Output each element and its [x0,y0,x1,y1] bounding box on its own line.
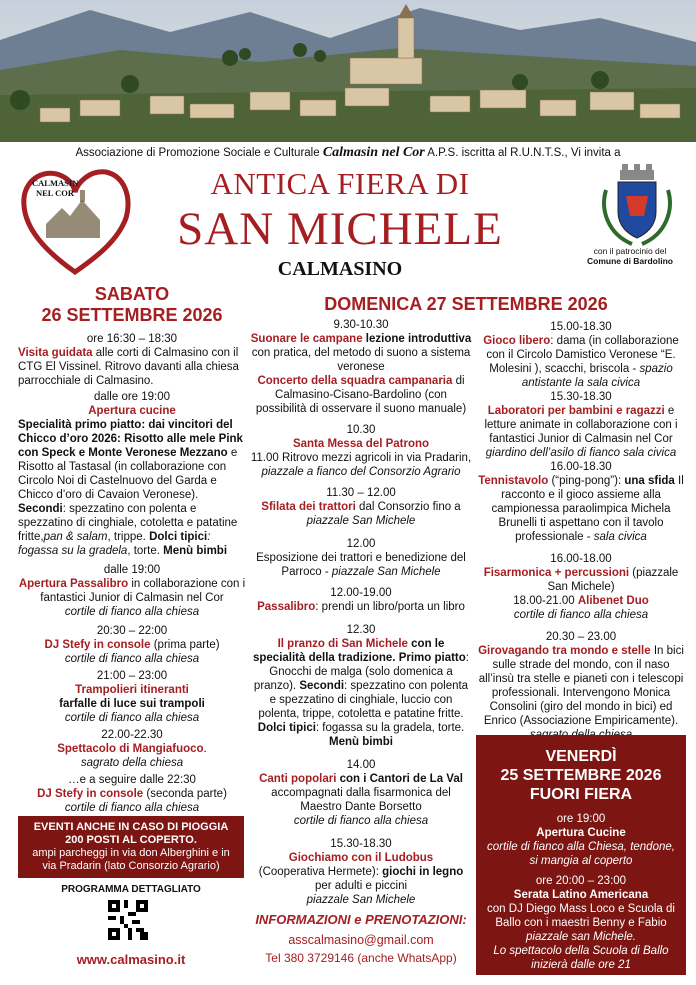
programma-label: PROGRAMMA DETTAGLIATO [61,884,201,895]
village-landscape-image [0,0,696,142]
sun-event-6-title: Passalibro [257,601,316,613]
sat-event-4-text: (prima parte) [150,639,220,651]
sun-event-7-secondi-text: : spezzatino con polenta e spezzatino di cinghiale, luccio con polenta, trippe, cotoletta e patatine fritte. [258,680,469,720]
sun-event-7-menu: Menù bimbi [329,736,393,748]
sun-time-2: 10.30 [346,424,376,436]
sat-event-2-trippe: , trippe. [107,531,150,543]
sat-event-5-title: Trampolieri itineranti [75,684,189,696]
coat-of-arms-icon [596,160,678,250]
logo-text-1: CALMASIN [32,178,79,188]
sun-event-3 [250,451,472,479]
sunr-event-1-title: Gioco libero [483,335,551,347]
sat-event-3-title: Apertura Passalibro [18,578,129,590]
sun-event-8-title: Canti popolari [259,773,337,785]
sun-event-9-title: Giochiamo con il Ludobus [288,852,434,864]
saturday-column [18,284,246,815]
sun-time-5: 12.00-19.00 [330,587,392,599]
sun-event-6-text: : prendi un libro/porta un libro [315,601,465,613]
friday-event-1-title: Apertura Cucine [536,827,626,839]
sat-time-1: ore 16:30 – 18:30 [86,333,178,345]
sun-event-9-text: (Cooperativa Hermete): [258,866,383,878]
sun-event-7-title: Il pranzo di San Michele [277,638,408,650]
sun-event-7-bold: con le specialità della tradizione. Primo piatto [252,638,466,664]
qr-code-icon [108,900,148,940]
friday-event-2-title: Serata Latino Americana [513,889,649,901]
sun-event-2-title: Concerto della squadra campanaria [257,375,453,387]
sunday-date: DOMENICA 27 SETTEMBRE 2026 [324,294,608,314]
patrocinio-text [570,246,690,266]
qr-code[interactable] [108,900,148,940]
sat-event-2-secondi: Secondi [18,503,63,515]
sunr-event-3-location: sala civica [593,531,647,543]
sunr-event-1-text: : dama (in collaborazione con il Circolo Damistico Veronese “E. Molesini ), scacchi, briscola - [486,335,679,375]
sat-event-2-torte: , torte. [127,545,164,557]
sat-event-2-dolci: Dolci tipici [149,531,208,543]
sunr-event-3-text: Il racconto e il gioco assieme alla campionessa paraolimpica Michela Brunelli ti aspettano con il tavolo professionale - [491,475,684,543]
sunr-event-4-title: Fisarmonica + percussioni [483,567,630,579]
sunr-event-4-text: (piazzale San Michele) [547,567,679,593]
calmasin-heart-logo [18,160,133,280]
saturday-date: 26 SETTEMBRE 2026 [41,305,223,325]
sun-event-8-location: cortile di fianco alla chiesa [293,815,429,827]
sun-event-1-title: Suonare le campane [250,333,363,345]
sat-event-5-sub: farfalle di luce sui trampoli [59,698,205,710]
sun-event-1-text: con pratica, del metodo di suono a sistema veronese [251,347,471,373]
sat-event-2-mid: e Risotto al Tastasal (in collaborazione con Circolo Noi di Castelnuovo del Garda e Chicco d’oro di Cavaion Veronese). [18,447,238,501]
sun-time-6: 12.30 [346,624,376,636]
sun-event-8 [250,772,472,814]
sat-event-5-location: cortile di fianco alla chiesa [64,712,200,724]
sunr-event-4 [478,566,684,594]
info-heading: INFORMAZIONI e PRENOTAZIONI: [255,912,467,927]
sun-event-9-location: piazzale San Michele [306,894,416,906]
association-line [0,145,696,161]
sun-event-8-text: accompagnati dalla fisarmonica del Maestro Dante Borsetto [271,787,451,813]
sun-time-3: 11.30 – 12.00 [326,487,396,499]
sat-event-2-dolci-text: : fogassa su la gradela [18,531,211,557]
sun-event-9-bold: giochi in legno [382,866,464,878]
sat-time-5: 21:00 – 23:00 [96,670,168,682]
sat-event-4 [18,638,246,652]
sunr-event-2 [478,404,684,460]
sat-event-7-text: (seconda parte) [143,788,227,800]
friday-event-1-location: cortile di fianco alla Chiesa, tendone, si mangia al coperto [487,841,675,867]
sun-time-4: 12.00 [346,538,376,550]
sat-event-1-title: Visita guidata [18,347,93,359]
sun-event-6 [250,600,472,614]
sun-event-3-location: piazzale a fianco del Consorzio Agrario [261,466,461,478]
subtitle: CALMASINO [277,258,403,280]
friday-event-2-location: piazzale san Michele. [526,931,636,943]
info-email[interactable]: asscalmasino@gmail.com [288,933,434,947]
friday-date: 25 SETTEMBRE 2026 [500,767,662,784]
sun-event-2-text: di Calmasino-Cisano-Bardolino (con possibilità di osservare il suono manuale) [255,375,467,415]
patrocinio-line-1: con il patrocinio del [593,246,667,256]
sat-event-4-location: cortile di fianco alla chiesa [64,653,200,665]
info-phone[interactable]: Tel 380 3729146 (anche WhatsApp) [265,951,457,965]
title-line-2: SAN MICHELE [177,203,503,255]
rain-line-2: 200 POSTI AL COPERTO. [65,834,197,846]
rain-line-1: EVENTI ANCHE IN CASO DI PIOGGIA [33,821,229,833]
sat-event-2-menu: Menù bimbi [163,545,228,557]
sun-event-3-title: Santa Messa del Patrono [292,438,430,450]
sun-event-4-title: Sfilata dei trattori [261,501,356,513]
sunr-time-2: 15.30-18.30 [550,391,612,403]
rain-info-box [18,816,244,878]
sat-event-7 [18,787,246,801]
sun-event-5 [250,551,472,579]
sun-event-1-bold: lezione introduttiva [362,333,472,345]
sunr-event-3-title: Tennistavolo [478,475,549,487]
sun-event-4-location: piazzale San Michele [306,515,416,527]
sun-event-7-secondi: Secondi [299,680,345,692]
sat-event-3 [18,577,246,605]
sunr-event-5 [478,644,684,728]
sun-event-7-dolci-text: : fogassa su la gradela, torte. [315,722,465,734]
friday-event-2-text: con DJ Diego Mass Loco e Scuola di Ballo con i maestri Benny e Fabio [487,903,675,929]
friday-day: VENERDÌ [545,748,617,765]
sun-event-9 [250,865,472,893]
assoc-name: Calmasin nel Cor [322,145,425,160]
sun-event-8-bold: con i Cantori de La Val [336,773,463,785]
sun-event-5-location: piazzale San Michele [331,566,441,578]
sun-event-7-dolci: Dolci tipici [257,722,316,734]
hero-photo [0,0,696,142]
sat-event-2-secondi-text: : spezzatino con polenta e spezzatino di cinghiale, cotoletta e patatine fritte, [18,503,238,543]
sunr-event-5-text: In bici sulle strade del mondo, con il naso all’insù tra stelle e pianeti con i telescopi professionali. Intervengono Monica Consolini (giro del mondo in bici) ed Enrico (Associazione Empiricamente). [478,645,684,727]
sat-event-2-pan: pan & salam [43,531,108,543]
sunday-column-right [478,320,684,742]
sat-event-2 [18,418,246,558]
sat-event-2-bold: Specialità primo piatto: dai vincitori del Chicco d’oro 2026: Risotto alle mele Pink con Speck e Monte Veronese Mezzano [18,419,243,459]
sunr-time-4: 16.00-18.00 [550,553,612,565]
sunr-event-1-location: spazio antistante la sala civica [521,363,673,389]
sat-event-1 [18,346,246,388]
friday-sub: FUORI FIERA [529,786,633,803]
assoc-prefix: Associazione di Promozione Sociale e Culturale [75,147,323,159]
sun-time-7: 14.00 [346,759,376,771]
sat-time-7: …e a seguire dalle 22:30 [68,774,196,786]
patrocinio-line-2: Comune di Bardolino [587,256,673,266]
sat-event-7-location: cortile di fianco alla chiesa [64,802,200,814]
sunr-event-4-location: cortile di fianco alla chiesa [513,609,649,621]
sat-time-2: dalle ore 19:00 [93,391,171,403]
sat-event-3-location: cortile di fianco alla chiesa [64,606,200,618]
sunr-event-4b-time: 18.00-21.00 [513,595,578,607]
friday-time-2: ore 20:00 – 23:00 [535,875,627,887]
sat-event-3-text: in collaborazione con i fantastici Junior di Calmasin nel Cor [40,578,246,604]
friday-time-1: ore 19:00 [556,813,606,825]
sun-event-5-text: Esposizione dei trattori e benedizione del Parroco - [256,552,466,578]
sun-event-3-text: 11.00 Ritrovo mezzi agricoli in via Pradarin, [250,452,472,464]
sunr-event-2-text: e letture animate in collaborazione con i fantastici Junior di Calmasin nel Cor [484,405,678,445]
title-line-1: ANTICA FIERA DI [210,166,470,201]
sunr-time-1: 15.00-18.30 [550,321,612,333]
sunr-event-3-mid: (“ping-pong”): [548,475,625,487]
sat-event-6-title: Spettacolo di Mangiafuoco [57,743,204,755]
sunr-event-4b [478,594,684,608]
saturday-day: SABATO [94,284,170,304]
sunr-event-5-title: Girovagando tra mondo e stelle [478,645,651,657]
sat-event-1-text: alle corti di Calmasino con il CTG El Vissinel. Ritrovo davanti alla chiesa parrocchiale di Calmasino. [18,347,239,387]
sunr-time-3: 16.00-18.30 [550,461,612,473]
sat-event-2-title: Apertura cucine [88,405,176,417]
sunr-event-1 [478,334,684,390]
sun-time-1: 9.30-10.30 [333,319,389,331]
sat-event-6-location: sagrato della chiesa [80,757,184,769]
sunr-event-3 [478,474,684,544]
sat-time-4: 20:30 – 22:00 [96,625,168,637]
sun-event-4 [250,500,472,528]
sunr-event-2-location: giardino dell’asilo di fianco sala civica [485,447,677,459]
sunday-column-middle [250,318,472,907]
sunr-event-2-title: Laboratori per bambini e ragazzi [487,405,665,417]
sun-time-8: 15.30-18.30 [330,838,392,850]
logo-text-2: NEL COR [36,188,75,198]
sunr-event-4b-title: Alibenet Duo [577,595,649,607]
sat-event-4-title: DJ Stefy in console [44,639,151,651]
sun-event-1 [250,332,472,374]
sun-event-7-text: : Gnocchi de malga (solo domenica a pranzo). [253,652,469,692]
friday-box [476,735,686,975]
sun-event-2 [250,374,472,416]
sun-event-4-text: dal Consorzio fino a [355,501,461,513]
sat-event-6 [18,742,246,756]
assoc-suffix: A.P.S. iscritta al R.U.N.T.S., Vi invita a [424,147,621,159]
sunr-time-5: 20.30 – 23.00 [545,631,617,643]
rain-line-3: ampi parcheggi in via don Alberghini e in via Pradarin (lato Consorzio Agrario) [32,847,230,872]
sat-time-6: 22.00-22.30 [101,729,163,741]
sun-event-7 [250,637,472,749]
sat-event-6-dot: . [203,743,207,755]
friday-event-2-note: Lo spettacolo della Scuola di Ballo inizierà dalle ore 21 [493,945,669,971]
website-link[interactable]: www.calmasino.it [76,952,186,967]
info-block [250,912,472,965]
sunr-event-3-bold: una sfida [624,475,675,487]
sun-event-9-rest: per adulti e piccini [314,880,408,892]
sat-time-3: dalle 19:00 [103,564,161,576]
sat-event-7-title: DJ Stefy in console [37,788,144,800]
